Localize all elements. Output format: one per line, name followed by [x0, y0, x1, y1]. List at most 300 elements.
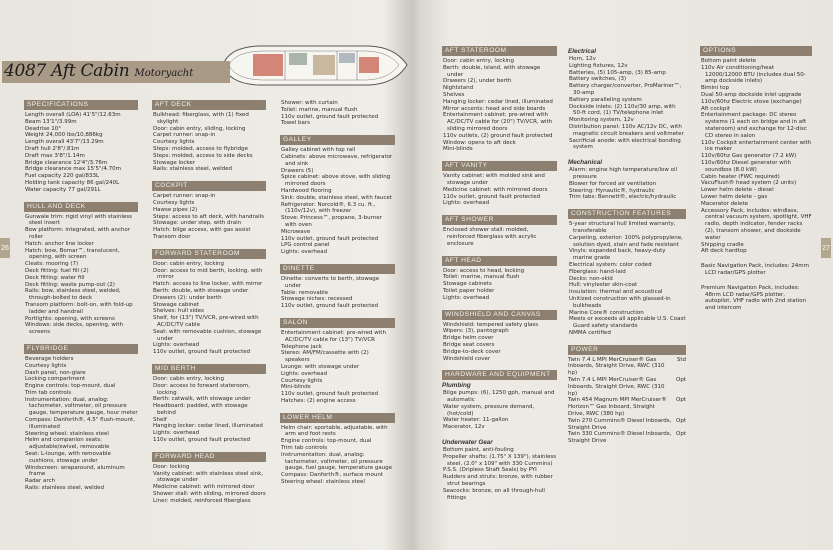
- feature-item: Cleats: mooring (7): [25, 261, 79, 268]
- feature-list: [442, 322, 557, 363]
- feature-item: Decks: non-skid: [569, 275, 613, 282]
- feature-item: Lights: overhead: [281, 370, 328, 377]
- power-option-list: [568, 357, 686, 445]
- feature-item: Lights: overhead: [281, 249, 328, 256]
- right-page: [416, 0, 833, 550]
- feature-item: Headboard: padded, with stowage behind: [153, 403, 248, 416]
- feature-list: [152, 112, 266, 173]
- feature-item: 110v outlets, (2) ground fault protected: [443, 132, 553, 139]
- feature-item: Shelf, for (13") TV/VCR, pre-wired with AC/DC/TV cable: [153, 315, 259, 328]
- feature-item: Seat: with removable cushion, stowage under: [153, 328, 262, 342]
- feature-item: Medicine cabinet: with mirrored door: [153, 484, 255, 491]
- feature-list: [568, 221, 686, 337]
- feature-item: Lounge: with stowage under: [281, 363, 360, 370]
- power-option-tag: Opt: [676, 377, 686, 384]
- left-column-2: [152, 100, 266, 513]
- section-cockpit: [152, 181, 266, 241]
- feature-item: Bimini top: [701, 85, 729, 92]
- feature-item: Berth: double, island, with stowage under: [443, 64, 541, 78]
- section-flybridge: [24, 344, 138, 492]
- section-header: POWER: [568, 345, 686, 355]
- feature-item: Steering wheel: stainless steel: [25, 430, 109, 437]
- section-aft-deck: [152, 100, 266, 173]
- feature-item: 110v/60hz Gas generator (7.2 kW): [701, 153, 797, 160]
- feature-item: Length overall (LOA) 41'5"/12.63m: [25, 112, 121, 118]
- feature-item: Accessory Pack, includes: windlass, central vacuum system, spotlight, VHF radio, depth indicator, fender racks (2), transom shower, and dockside water: [701, 207, 812, 241]
- feature-item: Rails: stainless steel, welded: [25, 485, 104, 492]
- feature-item: 110v outlet, ground fault protected: [281, 113, 379, 120]
- feature-item: Macerator, 12v: [443, 424, 485, 431]
- feature-item: Hatches: (2) engine access: [281, 397, 356, 404]
- section-header: COCKPIT: [152, 181, 266, 191]
- section-header: SPECIFICATIONS: [24, 100, 138, 110]
- section-header: DINETTE: [280, 264, 395, 274]
- section-hull-and-deck: [24, 202, 138, 336]
- feature-item: Premium Navigation Pack, includes: 48nm LCD radar/GPS plotter, autopilot, VHF radio with 2nd station and intercom: [701, 284, 807, 312]
- feature-item: Courtesy lights: [25, 362, 67, 369]
- power-option-tag: Opt: [676, 397, 686, 404]
- feature-item: Sink: double, stainless steel, with faucet: [281, 194, 392, 201]
- feature-item: Carpet runner: snap-in: [153, 132, 216, 139]
- power-option-tag: Opt: [676, 431, 686, 438]
- feature-item: Unitized construction with glassed-in bulkheads: [569, 295, 671, 309]
- feature-item: Lights: overhead: [153, 430, 200, 437]
- feature-item: Door: access to mid berth, locking, with mirror: [153, 267, 263, 281]
- feature-item: Radar arch: [25, 478, 55, 485]
- section-header: FLYBRIDGE: [24, 344, 138, 354]
- feature-item: Windshield: tempered safety glass: [443, 321, 539, 328]
- feature-item: Bridge helm cover: [443, 335, 494, 342]
- feature-list: [700, 285, 812, 312]
- feature-item: Portlights: opening, with screens: [25, 315, 115, 322]
- feature-item: Dual 50-amp dockside inlet upgrade: [701, 91, 802, 98]
- subsection-heading: Plumbing: [442, 382, 471, 390]
- feature-item: 110v/60hz Diesel generator with soundbox (8.0 kW): [701, 159, 791, 173]
- feature-item: Shelves: [443, 91, 465, 98]
- feature-item: Door: cabin entry, sliding, locking: [153, 125, 246, 132]
- section-options: [700, 46, 812, 255]
- feature-list: [700, 263, 812, 277]
- feature-item: Instrumentation: dual, analog: tachometer, voltmeter, oil pressure gauge, fuel gauge, temperature gauge: [281, 451, 393, 472]
- feature-item: Hatch: access to line locker, with mirror: [153, 281, 263, 288]
- feature-item: Windshield cover: [443, 355, 491, 362]
- feature-item: Entertainment package: DC stereo systems (1 each on bridge and in aft stateroom) and exchange for 12-disc CD stereo in salon: [701, 112, 807, 139]
- subsection-heading: Electrical: [568, 48, 597, 55]
- feature-list: [24, 214, 138, 336]
- feature-item: Instrumentation: dual, analog: tachometer, voltmeter, oil pressure gauge, temperature gauge, hour meter: [25, 396, 138, 417]
- feature-item: 110v/60hz Electric stove (exchange): [701, 98, 802, 105]
- page-number-left: 26: [0, 238, 10, 258]
- feature-item: Hatch: anchor line locker: [25, 240, 94, 247]
- feature-item: 110v outlet, ground fault protected: [443, 193, 541, 200]
- feature-item: Trim tab controls: [25, 389, 72, 396]
- feature-item: Vanity cabinet: with stainless steel sink, stowage under: [153, 470, 264, 484]
- section-forward-stateroom: [152, 249, 266, 356]
- section-salon: [280, 318, 395, 405]
- title-type: Motoryacht: [134, 68, 194, 79]
- feature-item: Door: cabin entry, locking: [443, 58, 515, 64]
- feature-item: Shower: with curtain: [281, 100, 338, 106]
- feature-item: Lower helm delete - gas: [701, 193, 768, 200]
- feature-list: [24, 112, 138, 194]
- feature-item: Berth: catwalk, with stowage under: [153, 396, 251, 403]
- section-header: LOWER HELM: [280, 413, 395, 423]
- feature-list: [700, 58, 812, 255]
- feature-item: Blower for forced air ventilation: [569, 180, 657, 187]
- feature-item: Fuel capacity 220 gal/833L: [25, 173, 100, 180]
- feature-item: 110v outlet, ground fault protected: [281, 391, 379, 398]
- power-option-name: Twin 330 Cummins® Diesel Inboards, Straight Drive: [568, 431, 672, 445]
- feature-item: Stove: Princess™, propane, 3-burner with oven: [281, 215, 382, 228]
- section-header: HULL AND DECK: [24, 202, 138, 212]
- feature-item: Entertainment cabinet: pre-wired with AC/DC/TV cable for (20") TV/VCR, with sliding mirrored doors: [443, 112, 553, 132]
- feature-item: Shelf: [153, 416, 167, 423]
- feature-item: 110v Air conditioning/heat 12000/12000 BTU (includes dual 50-amp dockside inlets): [701, 64, 806, 85]
- feature-item: Courtesy lights: [281, 377, 323, 384]
- feature-item: Liner: molded, reinforced fiberglass: [153, 497, 251, 504]
- feature-item: Lighting fixtures, 12v: [569, 62, 628, 69]
- power-option-name: Twin 270 Cummins® Diesel Inboards, Straight Drive: [568, 417, 672, 431]
- section-header: HARDWARE AND EQUIPMENT: [442, 370, 557, 380]
- feature-item: Rudders and struts: bronze, with rubber strut bearings: [443, 474, 553, 488]
- power-option-name: Twin 7.4 L MPI MerCruiser® Gas Inboards, Straight Drive, RWC (310 hp): [568, 377, 665, 397]
- feature-item: Door: cabin entry, locking: [153, 260, 225, 267]
- feature-item: Cabinets: above microwave, refrigerator and sink: [281, 153, 393, 167]
- power-option: [568, 357, 686, 377]
- feature-item: Windscreen: wraparound, aluminum frame: [25, 464, 125, 478]
- section-dinette: [280, 264, 395, 310]
- section-underwater-gear: [442, 439, 557, 501]
- feature-item: Spice cabinet: above stove, with sliding mirrored doors: [281, 174, 391, 188]
- feature-item: Stowage cabinet: [153, 301, 199, 308]
- section-windshield-and-canvas: [442, 310, 557, 363]
- feature-item: Trim tabs: Bennett®, electric/hydraulic: [569, 194, 677, 201]
- feature-item: Stereo: AM/FM/cassette with (2) speakers: [281, 350, 369, 364]
- section-block-0: [280, 100, 395, 127]
- feature-item: Bottom paint delete: [701, 58, 757, 64]
- feature-item: 110v Cockpit entertainment center with ice maker: [701, 139, 812, 153]
- feature-item: Helm and companion seats: adjustable/swivel, removable: [25, 437, 110, 451]
- feature-item: Weight 24,000 lbs/10,886kg: [25, 132, 103, 139]
- feature-item: Vanity cabinet: with molded sink and stowage under: [443, 173, 545, 186]
- feature-item: Nightstand: [443, 85, 474, 92]
- feature-item: Water heater: 11-gallon: [443, 417, 509, 424]
- right-column-1: [442, 46, 557, 509]
- feature-item: Steps: molded, access to flybridge: [153, 145, 249, 152]
- feature-item: Seat: L-lounge, with removable cushions, stowage under: [25, 451, 111, 464]
- section-header: AFT VANITY: [442, 161, 557, 171]
- feature-item: Meets or exceeds all applicable U.S. Coast Guard safety standards: [569, 316, 686, 330]
- page-title: [2, 61, 230, 83]
- power-option: [568, 397, 686, 417]
- feature-item: Sacrificial anode: with electrical bonding system: [569, 137, 681, 151]
- feature-item: Dash panel, non-glare: [25, 369, 86, 376]
- section-header: OPTIONS: [700, 46, 812, 56]
- section-header: FORWARD HEAD: [152, 452, 266, 462]
- feature-item: Engine controls: top-mount, dual: [25, 383, 116, 390]
- feature-item: Hardwood flooring: [281, 187, 332, 194]
- section-hardware-and-equipment: [442, 370, 557, 431]
- feature-list: [280, 147, 395, 256]
- feature-item: Courtesy lights: [153, 199, 195, 206]
- section-header: MID BERTH: [152, 364, 266, 374]
- feature-list: [280, 276, 395, 310]
- feature-item: Compass: Danforth®, surface mount: [281, 472, 383, 479]
- feature-item: Shipping cradle: [701, 241, 744, 248]
- power-option: [568, 431, 686, 445]
- feature-item: Holding tank capacity 86 gal/240L: [25, 179, 120, 186]
- feature-item: Draft hull 2'8"/.81m: [25, 145, 80, 152]
- feature-item: Length overall 43'7"/13.29m: [25, 139, 104, 146]
- section-aft-stateroom: [442, 46, 557, 153]
- feature-item: Drawers (5): [281, 167, 314, 174]
- feature-item: Bottom paint, anti-fouling: [443, 447, 514, 454]
- feature-list: [152, 464, 266, 505]
- feature-item: Steps: access to aft deck, with handrails: [153, 213, 265, 220]
- power-option: [568, 418, 686, 432]
- feature-item: Lights: overhead: [153, 342, 200, 349]
- feature-item: Locking compartment: [25, 376, 86, 383]
- feature-item: Deck fitting: fuel fill (2): [25, 267, 89, 274]
- feature-item: 110v outlet, ground fault protected: [153, 437, 251, 444]
- feature-item: Lights: overhead: [443, 200, 490, 207]
- boat-floorplan-illustration: [219, 39, 411, 92]
- feature-item: NMMA certified: [569, 329, 611, 336]
- feature-item: Steering: Hynautic®, hydraulic: [569, 187, 655, 194]
- feature-item: Steps: molded, access to side decks: [153, 152, 253, 159]
- feature-item: Enclosed shower stall: molded, reinforced fiberglass with acrylic enclosure: [443, 227, 537, 247]
- feature-item: Dockside inlets: (2) 110v/30 amp, with 50-ft cord, (1) TV/telephone inlet: [569, 103, 676, 117]
- feature-item: Toilet paper holder: [443, 287, 495, 294]
- feature-item: Deck fitting: waste pump-out (2): [25, 281, 115, 288]
- power-option-tag: Std: [676, 356, 686, 363]
- feature-item: Shelves: hull sides: [153, 308, 204, 315]
- feature-item: Alarm: engine high temperature/low oil pressure: [569, 167, 678, 180]
- feature-item: Deadrise 10°: [25, 125, 62, 132]
- feature-list: [442, 58, 557, 153]
- feature-item: P.S.S. (Dripless Shaft Seals) by PYI: [443, 467, 537, 474]
- feature-item: Trim tab controls: [281, 445, 328, 452]
- feature-list: [442, 227, 557, 247]
- feature-item: Mirror accents: head and side boards: [443, 105, 546, 112]
- feature-item: Batteries, (5) 105-amp, (3) 85-amp: [569, 69, 666, 76]
- feature-item: Window: opens to aft deck: [443, 139, 516, 146]
- feature-item: Deck fitting: water fill: [25, 274, 85, 281]
- feature-list: [568, 56, 686, 151]
- feature-item: Drawers (2): under berth: [153, 294, 222, 301]
- feature-item: Aft cockpit: [701, 105, 731, 112]
- feature-item: Cabin heater (FWC required): [701, 173, 780, 180]
- feature-item: Draft max 3'8"/1.14m: [25, 152, 85, 159]
- power-option: [568, 377, 686, 397]
- section-aft-head: [442, 256, 557, 302]
- section-header: AFT STATEROOM: [442, 46, 557, 56]
- section-lower-helm: [280, 413, 395, 486]
- feature-item: 110v outlet, ground fault protected: [153, 349, 251, 356]
- feature-item: Beverage holders: [25, 355, 74, 362]
- right-column-2: [568, 46, 686, 453]
- feature-item: Bulkhead: fiberglass, with (1) fixed skylight: [153, 112, 249, 125]
- feature-item: VacuFlush® head system (2 units): [701, 180, 797, 187]
- section-aft-shower: [442, 215, 557, 247]
- section-construction-features: [568, 209, 686, 337]
- feature-item: Microwave: [281, 228, 311, 235]
- feature-item: 110v outlet, ground fault protected: [281, 235, 379, 242]
- feature-list: [442, 268, 557, 302]
- feature-item: Water system, pressure demand, (hot/cold): [443, 403, 535, 417]
- feature-list: [568, 167, 686, 201]
- page-number-right: 27: [821, 238, 831, 258]
- feature-item: Door: access to head, locking: [443, 267, 525, 274]
- feature-list: [280, 425, 395, 486]
- power-option-name: Twin 454 Magnum MPI MerCruiser® Horizon™ Gas Inboard, Straight Drive, RWC (380 hp): [568, 397, 667, 418]
- feature-list: [280, 330, 395, 405]
- feature-item: Shower stall: with sliding, mirrored doors: [153, 491, 266, 498]
- section-header: SALON: [280, 318, 395, 328]
- feature-list: [442, 447, 557, 501]
- feature-list: [24, 356, 138, 492]
- feature-item: Drawers (2), under berth: [443, 78, 512, 85]
- feature-item: Transom door: [153, 233, 191, 240]
- feature-item: Courtesy lights: [153, 139, 195, 146]
- feature-item: Battery paralleling system: [569, 96, 642, 103]
- section-header: GALLEY: [280, 135, 395, 145]
- feature-item: Engine controls: top-mount, dual: [281, 438, 372, 445]
- section-header: WINDSHIELD AND CANVAS: [442, 310, 557, 320]
- feature-item: Marine Core® construction: [569, 309, 644, 316]
- feature-item: Hanging locker: cedar lined, illuminated: [443, 98, 553, 105]
- section-header: CONSTRUCTION FEATURES: [568, 209, 686, 219]
- feature-item: Insulation: thermal and acoustical: [569, 289, 663, 296]
- left-column-1: [24, 100, 138, 500]
- feature-item: Rails: stainless steel, welded: [153, 166, 232, 173]
- feature-item: Galley cabinet with top rail: [281, 147, 356, 154]
- feature-item: Door: cabin entry, locking: [153, 375, 225, 382]
- feature-item: Telephone jack: [281, 343, 322, 350]
- feature-item: Horn, 12v: [569, 56, 596, 62]
- feature-item: 110v outlet, ground fault protected: [281, 303, 379, 310]
- feature-item: Mini-blinds: [443, 146, 473, 153]
- feature-item: Refrigerator: Norcold®, 6.3 cu. ft., (110v/12v), with freezer: [281, 201, 376, 215]
- subsection-heading: Underwater Gear: [442, 439, 493, 447]
- feature-item: Door: access to forward stateroom, locking: [153, 382, 251, 396]
- feature-list: [280, 100, 395, 127]
- left-column-3: [280, 100, 395, 494]
- feature-item: Electrical system: color coded: [569, 261, 652, 268]
- feature-item: Entertainment cabinet: pre-wired with AC/DC/TV cable for (13") TV/VCR: [281, 329, 386, 343]
- feature-item: Dinette: converts to berth, stowage under: [281, 275, 380, 289]
- feature-item: Stowage niches: recessed: [281, 296, 353, 303]
- feature-item: Transom platform: bolt-on, with fold-up ladder and handrail: [25, 301, 133, 315]
- feature-list: [152, 261, 266, 356]
- section-mechanical: [568, 159, 686, 201]
- feature-item: Hanging locker: cedar lined, illuminated: [153, 423, 263, 430]
- feature-item: Basic Navigation Pack, includes: 24mm LCD radar/GPS plotter: [701, 263, 809, 276]
- feature-item: Hawse pipes (2): [153, 206, 198, 213]
- section-block-1: [700, 263, 812, 277]
- feature-item: Battery switches, (3): [569, 76, 627, 83]
- feature-list: [152, 193, 266, 241]
- feature-item: 5-year structural hull limited warranty, transferable: [569, 221, 676, 234]
- feature-item: Medicine cabinet: with mirrored doors: [443, 186, 548, 193]
- feature-item: Water capacity 77 gal/291L: [25, 186, 101, 193]
- section-header: FORWARD STATEROOM: [152, 249, 266, 259]
- section-forward-head: [152, 452, 266, 505]
- feature-item: Table: removable: [281, 289, 329, 296]
- feature-item: Berth: double, with stowage under: [153, 287, 249, 294]
- section-specifications: [24, 100, 138, 194]
- title-model: 4087 Aft Cabin: [4, 61, 130, 81]
- left-page: [0, 0, 410, 550]
- feature-item: Lights: overhead: [443, 294, 490, 301]
- feature-item: Compass: Danforth®, 4.5" flush-mount, illuminated: [25, 417, 135, 430]
- feature-item: Monitoring system, 12v: [569, 117, 634, 124]
- section-power: [568, 345, 686, 445]
- feature-item: Seacocks: bronze, on all through-hull fittings: [443, 487, 545, 501]
- feature-item: Carpet runner: snap-in: [153, 193, 216, 200]
- feature-item: Mini-blinds: [281, 384, 311, 391]
- feature-item: Bilge pumps: (6), 1250 gph, manual and automatic: [443, 390, 555, 404]
- feature-item: Bridge clearance max 15'5"/4.70m: [25, 166, 121, 173]
- feature-item: Propeller shafts: (1.75" X 139"), stainless steel, (2.0" x 109" with 330 Cummins): [443, 453, 557, 467]
- feature-item: Toilet: marine, manual flush: [443, 274, 520, 281]
- section-header: AFT HEAD: [442, 256, 557, 266]
- feature-item: Bow platform: integrated, with anchor roller: [25, 227, 130, 240]
- feature-item: Stowage: under step, with drain: [153, 220, 242, 227]
- feature-item: Toilet: marine, manual flush: [281, 106, 358, 113]
- feature-item: Aft deck hardtop: [701, 248, 747, 255]
- feature-item: Vinyls: expanded back, heavy-duty marine grade: [569, 248, 666, 262]
- feature-item: Bridge-to-deck cover: [443, 348, 501, 355]
- feature-item: Battery charger/converter, ProMariner™, 30-amp: [569, 83, 682, 96]
- right-column-3: [700, 46, 812, 320]
- feature-item: Beam 13'1"/3.99m: [25, 118, 77, 125]
- section-block-2: [700, 285, 812, 312]
- feature-item: Fiberglass: hand-laid: [569, 268, 626, 275]
- feature-item: Stowage locker: [153, 159, 196, 166]
- power-option-name: Twin 7.4 L MPI MerCruiser® Gas Inboards, Straight Drive, RWC (310 hp): [568, 356, 665, 377]
- feature-item: Wipers: (3), pantograph: [443, 328, 509, 335]
- feature-item: Gunwale trim: rigid vinyl with stainless steel insert: [25, 213, 132, 227]
- section-galley: [280, 135, 395, 256]
- feature-item: LPG control panel: [281, 242, 330, 249]
- section-header: AFT SHOWER: [442, 215, 557, 225]
- feature-item: Towel bars: [281, 120, 310, 127]
- feature-item: Stowage cabinets: [443, 281, 492, 288]
- feature-item: Macerator delete: [701, 200, 749, 207]
- feature-item: Rails: bow, stainless steel, welded, through-bolted to deck: [25, 288, 121, 302]
- feature-list: [442, 390, 557, 431]
- feature-item: Bridge seat covers: [443, 341, 495, 348]
- feature-item: Hatch: bilge access, with gas assist: [153, 227, 251, 234]
- feature-item: Door: locking: [153, 463, 190, 470]
- section-header: AFT DECK: [152, 100, 266, 110]
- feature-item: Lower helm delete - diesel: [701, 187, 774, 194]
- section-electrical: [568, 48, 686, 151]
- feature-item: Carpeting, exterior: 100% polypropylene, solution dyed, stain and fade resistant: [569, 234, 683, 248]
- feature-list: [442, 173, 557, 207]
- feature-item: Distribution panel: 110v AC/12v DC, with magnetic circuit breakers and voltmeter: [569, 123, 684, 137]
- feature-item: Steering wheel: stainless steel: [281, 479, 365, 486]
- feature-list: [152, 376, 266, 444]
- subsection-heading: Mechanical: [568, 159, 602, 167]
- feature-item: Helm chair: sportable, adjustable, with arm and foot rests: [281, 424, 388, 438]
- feature-item: Windows: side decks, opening, with screens: [25, 322, 124, 336]
- power-option-tag: Opt: [676, 417, 686, 424]
- section-mid-berth: [152, 364, 266, 444]
- feature-item: Bridge clearance 12'4"/3.76m: [25, 159, 108, 166]
- section-aft-vanity: [442, 161, 557, 207]
